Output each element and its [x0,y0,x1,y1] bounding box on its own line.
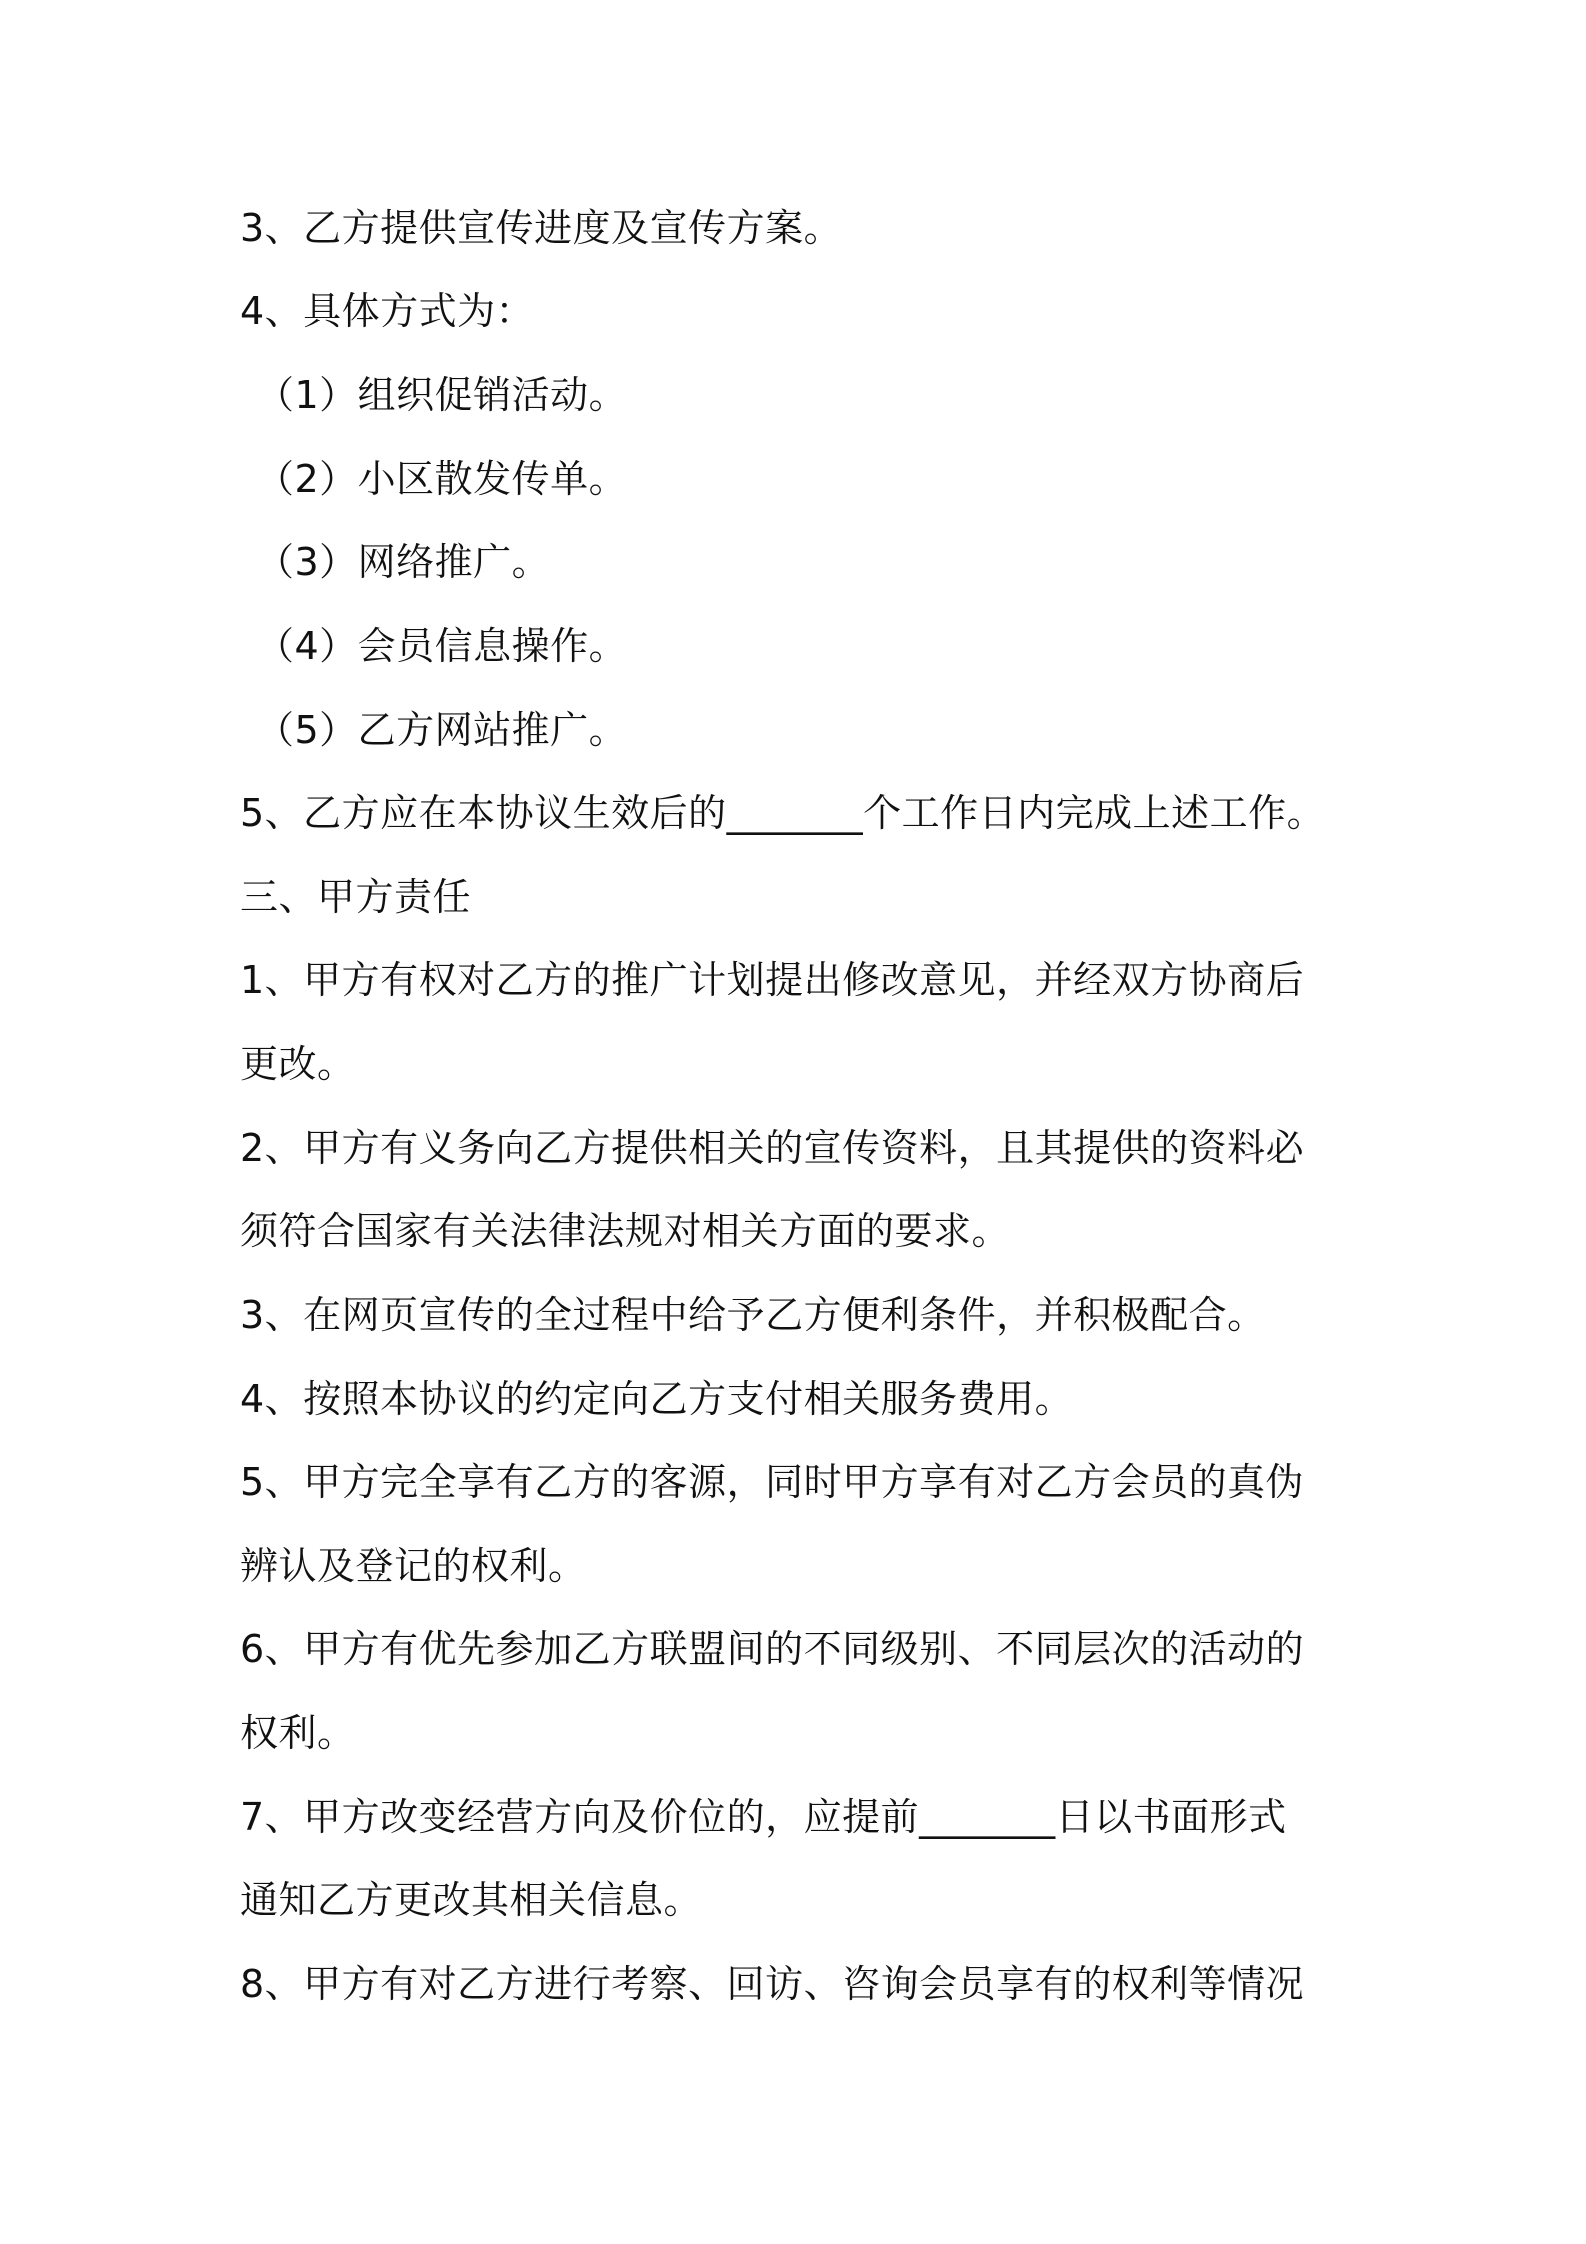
clause-a1-line2: 更改。 [240,1042,356,1086]
clause-a1-line1: 1、甲方有权对乙方的推广计划提出修改意见，并经双方协商后 [240,958,1305,1002]
clause-b4: 4、具体方式为： [240,289,535,333]
clause-a4: 4、按照本协议的约定向乙方支付相关服务费用。 [240,1377,1074,1421]
clause-b3: 3、乙方提供宣传进度及宣传方案。 [240,206,843,250]
clause-a2-line2: 须符合国家有关法律法规对相关方面的要求。 [240,1209,1011,1253]
method-item-5: （5）乙方网站推广。 [256,708,628,752]
clause-a2-line1: 2、甲方有义务向乙方提供相关的宣传资料，且其提供的资料必 [240,1126,1305,1170]
clause-a5-line2: 辨认及登记的权利。 [240,1544,587,1588]
clause-a7-line2: 通知乙方更改其相关信息。 [240,1878,703,1922]
clause-a7-line1: 7、甲方改变经营方向及价位的，应提前_______日以书面形式 [240,1795,1287,1839]
section-heading-party-a: 三、甲方责任 [240,875,472,919]
clause-a8-line1: 8、甲方有对乙方进行考察、回访、咨询会员享有的权利等情况 [240,1962,1305,2006]
clause-a5-line1: 5、甲方完全享有乙方的客源，同时甲方享有对乙方会员的真伪 [240,1460,1305,1504]
method-item-4: （4）会员信息操作。 [256,624,628,668]
method-item-1: （1）组织促销活动。 [256,373,628,417]
method-item-3: （3）网络推广。 [256,540,551,584]
clause-a3: 3、在网页宣传的全过程中给予乙方便利条件，并积极配合。 [240,1293,1266,1337]
method-item-2: （2）小区散发传单。 [256,457,628,501]
clause-a6-line2: 权利。 [240,1711,356,1755]
clause-b5: 5、乙方应在本协议生效后的_______个工作日内完成上述工作。 [240,791,1326,835]
clause-a6-line1: 6、甲方有优先参加乙方联盟间的不同级别、不同层次的活动的 [240,1627,1305,1671]
